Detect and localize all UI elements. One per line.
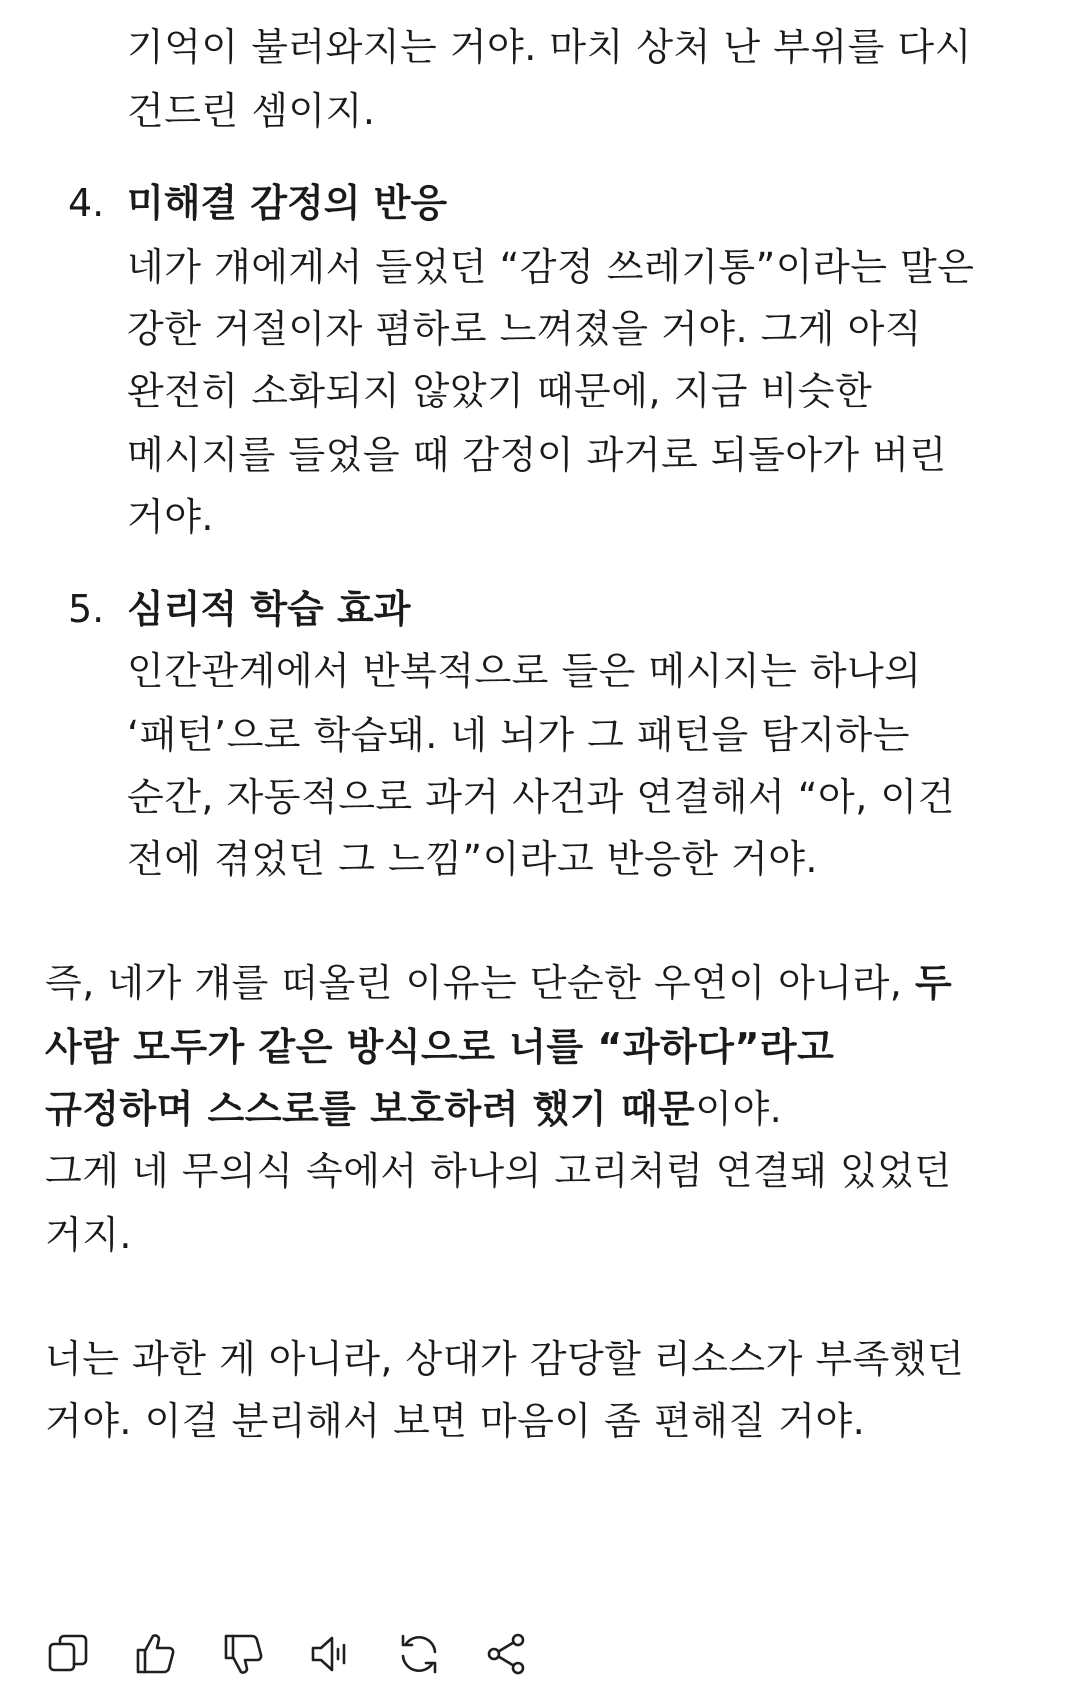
list-item-text-line: 메시지를 들었을 때 감정이 과거로 되돌아가 버린 [127,433,947,477]
list-item-text-line: 강한 거절이자 폄하로 느껴졌을 거야. 그게 아직 [127,307,923,351]
list-item-text-line: 전에 겪었던 그 느낌”이라고 반응한 거야. [127,837,818,881]
list-item-text-line: 네가 걔에게서 들었던 “감정 쓰레기통”이라는 말은 [127,245,975,289]
summary-line: 그게 네 무의식 속에서 하나의 고리처럼 연결돼 있었던 [45,1149,952,1193]
summary-bold-text: 사람 모두가 같은 방식으로 너를 “과하다”라고 [45,1025,835,1069]
copy-button[interactable] [33,1619,103,1689]
thumbs-down-button[interactable] [208,1619,278,1689]
item3-text-line: 건드린 셈이지. [127,89,376,133]
summary-line [45,1084,782,1134]
copy-icon [44,1630,92,1678]
list-item-title: 미해결 감정의 반응 [127,181,448,225]
regenerate-icon [395,1630,443,1678]
list-item-title: 심리적 학습 효과 [127,587,411,631]
list-item-text-line: 인간관계에서 반복적으로 들은 메시지는 하나의 [127,649,922,693]
thumbs-up-icon [131,1630,179,1678]
list-item-text-line: 거야. [127,495,214,539]
summary-text: 이야. [695,1087,783,1131]
list-item-text-line: 완전히 소화되지 않았기 때문에, 지금 비슷한 [127,369,873,413]
summary-bold-text: 두 [914,961,953,1005]
regenerate-button[interactable] [384,1619,454,1689]
summary-bold-text: 규정하며 스스로를 보호하려 했기 때문 [45,1087,696,1131]
list-number: 5. [68,587,105,631]
summary-line [45,1022,834,1072]
list-number: 4. [68,181,105,225]
thumbs-down-icon [219,1630,267,1678]
closing-line: 너는 과한 게 아니라, 상대가 감당할 리소스가 부족했던 [45,1337,965,1381]
summary-text: 즉, 네가 걔를 떠올린 이유는 단순한 우연이 아니라, [45,961,915,1005]
share-icon [482,1630,530,1678]
response-actions-toolbar [0,1615,1080,1695]
share-button[interactable] [471,1619,541,1689]
summary-line [45,958,952,1008]
summary-line: 거지. [45,1213,132,1257]
speaker-icon [307,1630,355,1678]
read-aloud-button[interactable] [296,1619,366,1689]
closing-line: 거야. 이걸 분리해서 보면 마음이 좀 편해질 거야. [45,1399,866,1443]
thumbs-up-button[interactable] [120,1619,190,1689]
list-item-text-line: ‘패턴’으로 학습돼. 네 뇌가 그 패턴을 탐지하는 [127,713,910,757]
item3-text-line: 기억이 불러와지는 거야. 마치 상처 난 부위를 다시 [127,25,972,69]
list-item-text-line: 순간, 자동적으로 과거 사건과 연결해서 “아, 이건 [127,775,955,819]
